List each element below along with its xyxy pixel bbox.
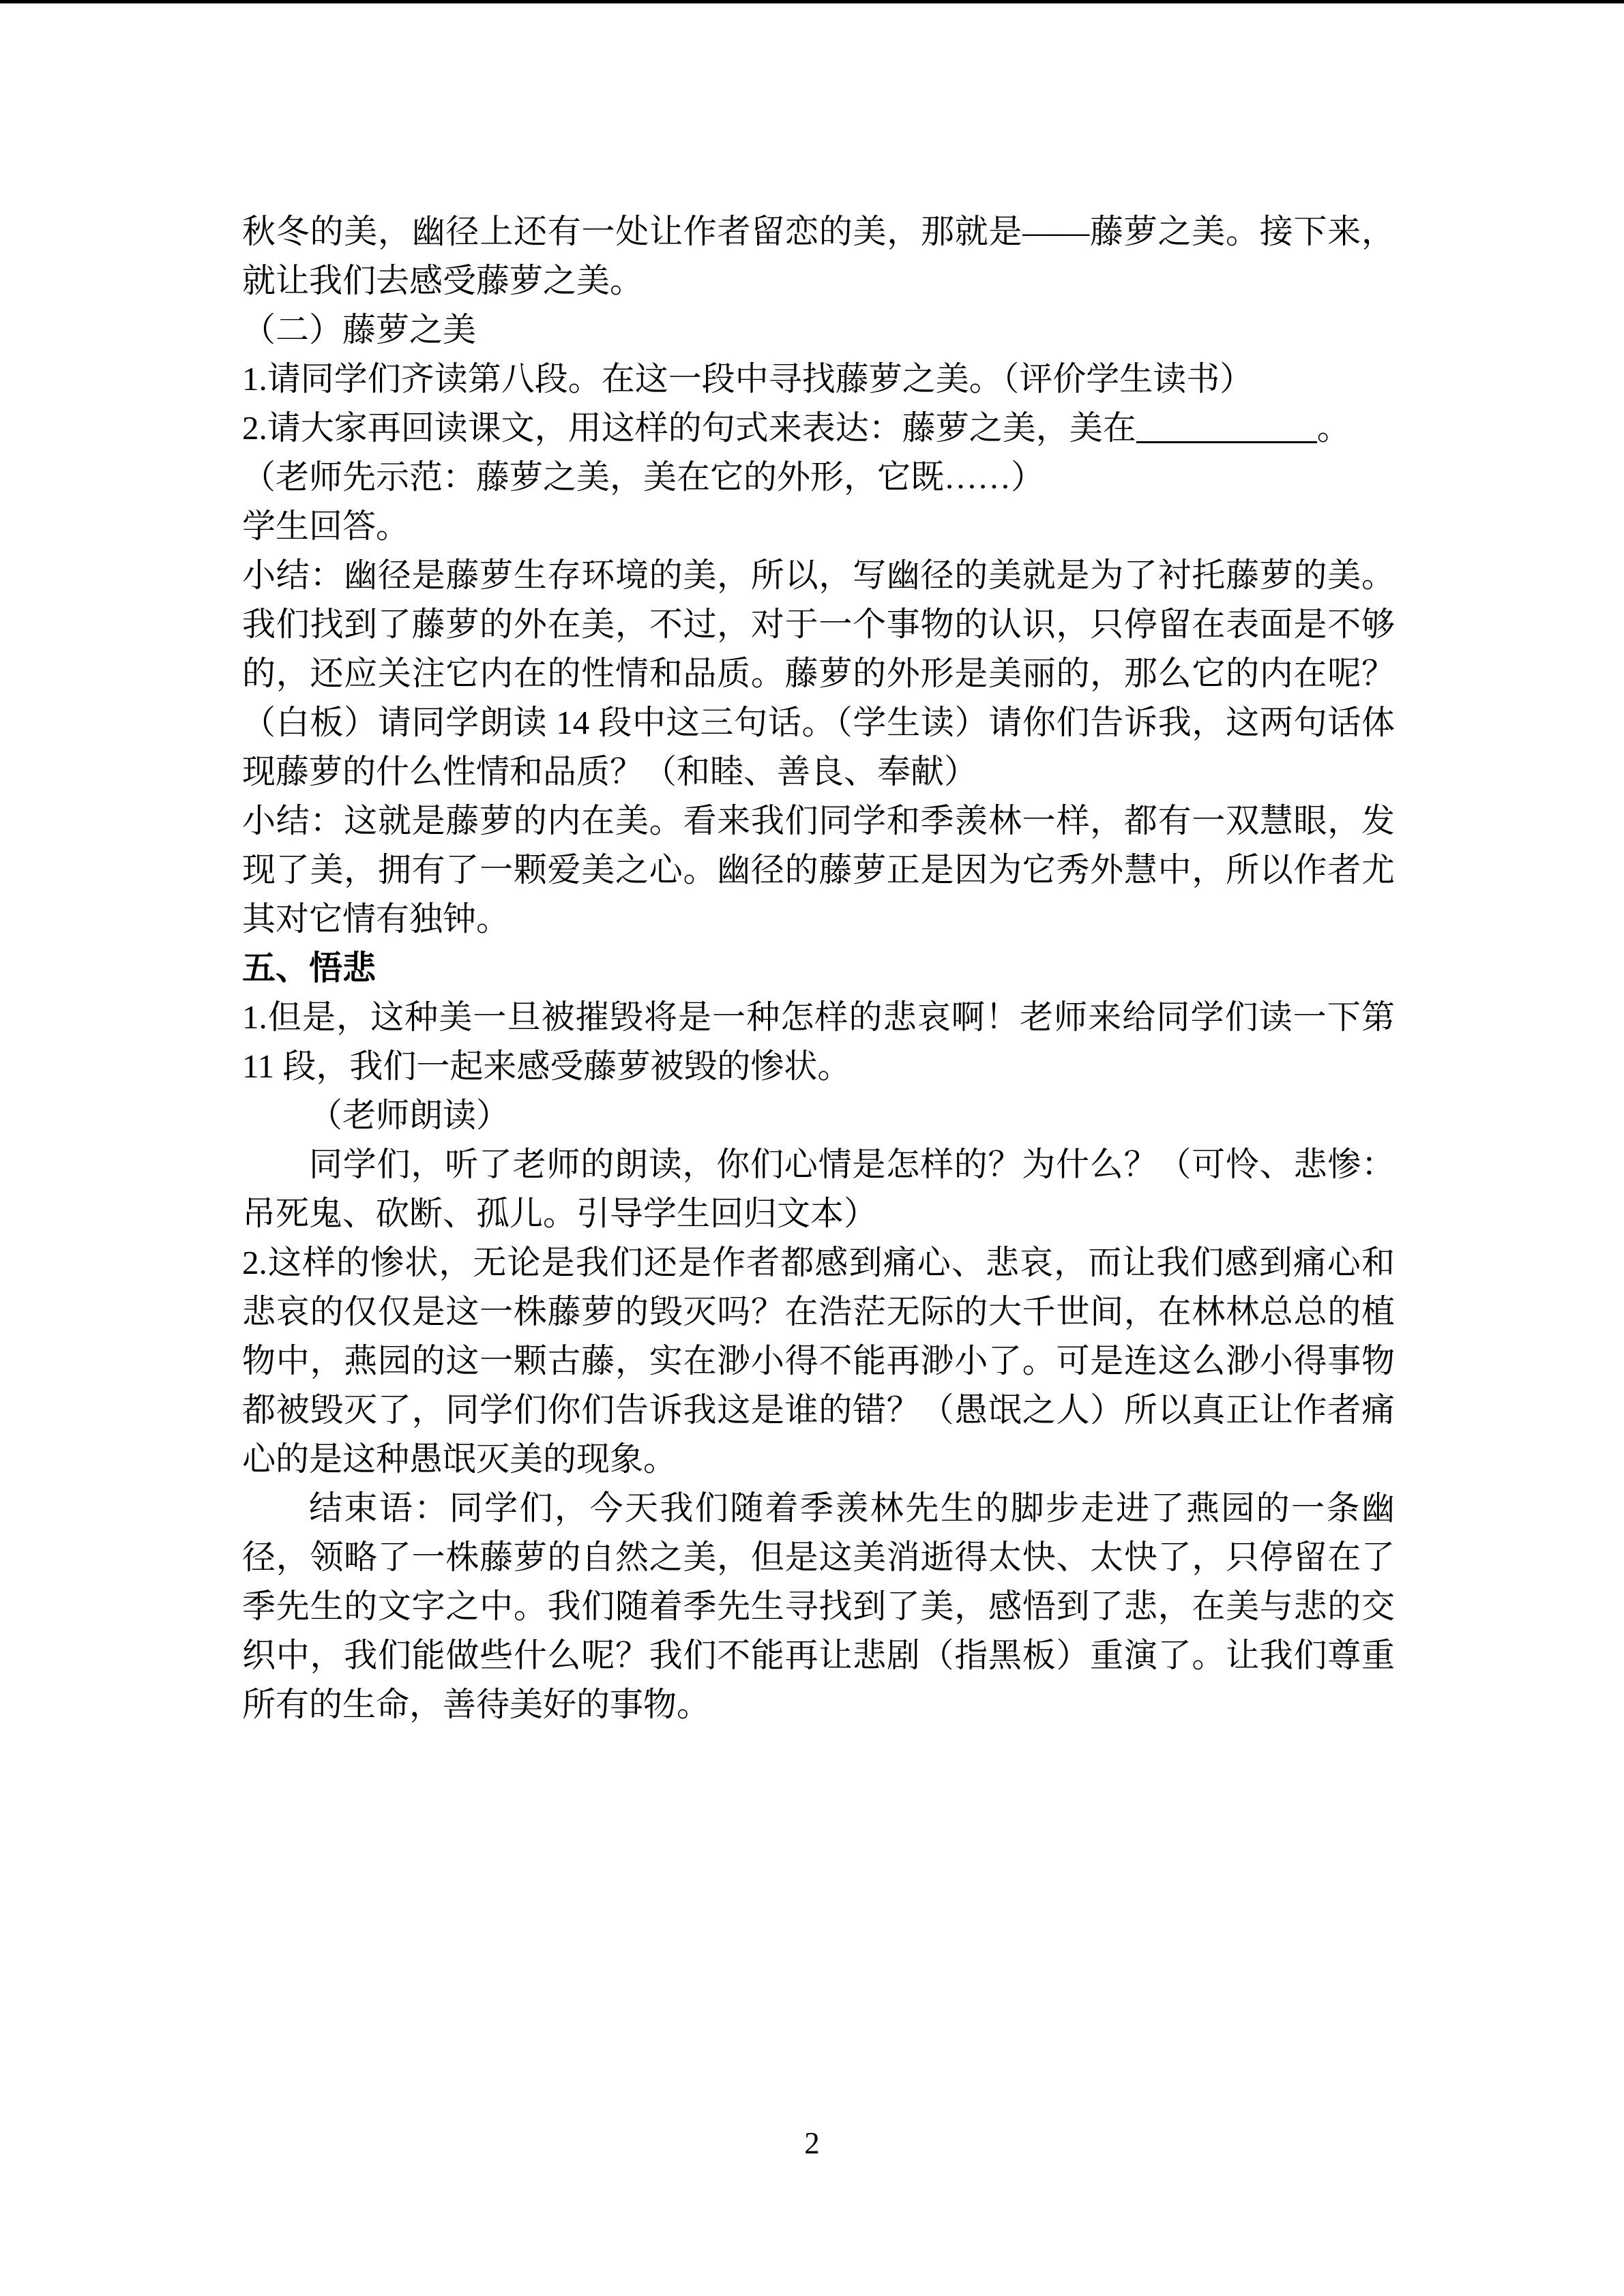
text-line: （老师先示范：藤萝之美，美在它的外形，它既……） bbox=[242, 458, 1045, 496]
text-line: 2.这样的惨状，无论是我们还是作者都感到痛心、悲哀，而让我们感到痛心和 bbox=[242, 1244, 1395, 1281]
text-line: 学生回答。 bbox=[242, 507, 410, 545]
text-line: （二）藤萝之美 bbox=[242, 311, 477, 348]
section-heading: 五、悟悲 bbox=[242, 949, 377, 987]
text-line: 所有的生命，善待美好的事物。 bbox=[242, 1686, 711, 1723]
text-line: （老师朗读） bbox=[309, 1097, 510, 1134]
text-line: 1.但是，这种美一旦被摧毁将是一种怎样的悲哀啊！老师来给同学们读一下第 bbox=[242, 998, 1395, 1036]
text-line: 的，还应关注它内在的性情和品质。藤萝的外形是美丽的，那么它的内在呢？ bbox=[242, 655, 1395, 692]
text-line: 季先生的文字之中。我们随着季先生寻找到了美，感悟到了悲，在美与悲的交 bbox=[242, 1587, 1395, 1625]
text-line: 物中，燕园的这一颗古藤，实在渺小得不能再渺小了。可是连这么渺小得事物 bbox=[242, 1342, 1395, 1380]
text-line: 织中，我们能做些什么呢？我们不能再让悲剧（指黑板）重演了。让我们尊重 bbox=[242, 1637, 1395, 1674]
text-line: 11 段，我们一起来感受藤萝被毁的惨状。 bbox=[242, 1047, 851, 1085]
line-text: 2.请大家再回读课文，用这样的句式来表达：藤萝之美，美在 bbox=[242, 409, 1136, 447]
page-number: 2 bbox=[804, 2126, 820, 2160]
text-line: 小结：幽径是藤萝生存环境的美，所以，写幽径的美就是为了衬托藤萝的美。 bbox=[242, 556, 1395, 594]
text-line: 1.请同学们齐读第八段。在这一段中寻找藤萝之美。（评价学生读书） bbox=[242, 360, 1254, 398]
text-line: 就让我们去感受藤萝之美。 bbox=[242, 262, 644, 299]
text-line: 我们找到了藤萝的外在美，不过，对于一个事物的认识，只停留在表面是不够 bbox=[242, 606, 1395, 643]
text-line: 现了美，拥有了一颗爱美之心。幽径的藤萝正是因为它秀外慧中，所以作者尤 bbox=[242, 851, 1395, 889]
line-text: 。 bbox=[1316, 409, 1350, 447]
scan-edge-artifact bbox=[0, 0, 1624, 3]
text-line: 结束语：同学们，今天我们随着季羡林先生的脚步走进了燕园的一条幽 bbox=[309, 1489, 1395, 1527]
text-line: 径，领略了一株藤萝的自然之美，但是这美消逝得太快、太快了，只停留在了 bbox=[242, 1538, 1395, 1576]
text-line: 现藤萝的什么性情和品质？（和睦、善良、奉献） bbox=[242, 753, 978, 790]
text-line: 同学们，听了老师的朗读，你们心情是怎样的？为什么？（可怜、悲惨： bbox=[309, 1146, 1395, 1183]
text-line: （白板）请同学朗读 14 段中这三句话。（学生读）请你们告诉我，这两句话体 bbox=[242, 704, 1395, 741]
text-line: 其对它情有独钟。 bbox=[242, 900, 510, 938]
text-line: 都被毁灭了，同学们你们告诉我这是谁的错？（愚氓之人）所以真正让作者痛 bbox=[242, 1391, 1395, 1429]
text-line: 秋冬的美，幽径上还有一处让作者留恋的美，那就是——藤萝之美。接下来， bbox=[242, 213, 1395, 250]
text-line: 小结：这就是藤萝的内在美。看来我们同学和季羡林一样，都有一双慧眼，发 bbox=[242, 802, 1395, 839]
text-line bbox=[242, 404, 1395, 453]
fill-in-blank-line bbox=[1136, 440, 1317, 443]
document-body bbox=[242, 207, 1395, 1729]
text-line: 心的是这种愚氓灭美的现象。 bbox=[242, 1440, 677, 1478]
text-line: 悲哀的仅仅是这一株藤萝的毁灭吗？在浩茫无际的大千世间，在林林总总的植 bbox=[242, 1293, 1395, 1330]
text-line: 吊死鬼、砍断、孤儿。引导学生回归文本） bbox=[242, 1195, 878, 1232]
